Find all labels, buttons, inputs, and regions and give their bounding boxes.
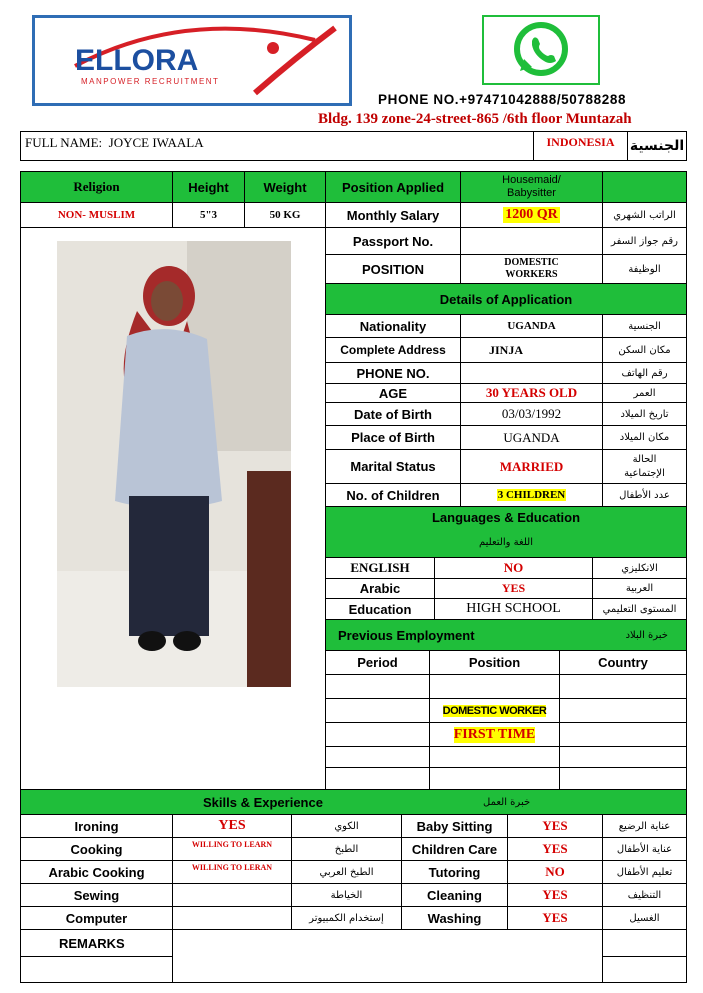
lang-ar-arabic: العربية (592, 578, 687, 599)
detail-label-age: AGE (325, 383, 461, 403)
employment-header-position: Position (429, 650, 560, 675)
skill-label-ironing: Ironing (20, 814, 173, 838)
skill-value-cleaning: YES (507, 883, 603, 907)
skills-section (20, 789, 687, 815)
employment-cell (559, 674, 687, 699)
nationality-ar: الجنسية (627, 131, 687, 161)
employment-cell (559, 746, 687, 768)
detail-ar-dob: تاريخ الميلاد (602, 402, 687, 426)
header-position-applied: Position Applied (325, 171, 461, 203)
skill-label-sewing: Sewing (20, 883, 173, 907)
employment-cell (325, 722, 430, 747)
skill-value-cooking: WILLING TO LEARN (172, 837, 292, 861)
full-name-label: FULL NAME: (25, 135, 103, 150)
detail-label-nationality: Nationality (325, 314, 461, 338)
skill-label-cleaning: Cleaning (401, 883, 508, 907)
company-logo (32, 15, 352, 106)
religion-value: NON- MUSLIM (20, 202, 173, 228)
position-applied-value: Housemaid/ Babysitter (460, 171, 603, 203)
employment-cell (429, 767, 560, 790)
company-address: Bldg. 139 zone-24-street-865 /6th floor Muntazah (318, 111, 632, 127)
skill-value-baby-sitting: YES (507, 814, 603, 838)
logo-text: ELLORA (75, 44, 199, 77)
employment-cell (559, 767, 687, 790)
passport-label: Passport No. (325, 227, 461, 255)
skill-label-cooking: Cooking (20, 837, 173, 861)
lang-value-education: HIGH SCHOOL (434, 598, 593, 620)
detail-ar-phone: رقم الهاتف (602, 362, 687, 384)
employment-cell (325, 767, 430, 790)
employment-cell (325, 746, 430, 768)
employment-cell (559, 698, 687, 723)
skills-title: Skills & Experience (203, 794, 323, 810)
children-cell (460, 483, 603, 507)
skill-value-arabic-cooking: WILLING TO LERAN (172, 860, 292, 884)
skill-label-washing: Washing (401, 906, 508, 930)
detail-value-nationality: UGANDA (460, 314, 603, 338)
employment-entry-2: FIRST TIME (453, 726, 536, 742)
logo-subtext: MANPOWER RECRUITMENT (81, 77, 220, 86)
position-ar: الوظيفة (602, 254, 687, 284)
skill-ar-cleaning: التنظيف (602, 883, 687, 907)
skill-label-computer: Computer (20, 906, 173, 930)
detail-label-marital: Marital Status (325, 449, 461, 484)
remarks-label: REMARKS (20, 929, 173, 957)
lang-label-english: ENGLISH (325, 557, 435, 579)
employment-entry-1: DOMESTIC WORKER (442, 704, 547, 717)
detail-label-phone: PHONE NO. (325, 362, 461, 384)
remarks-value (172, 929, 603, 983)
detail-ar-children: عدد الأطفال (602, 483, 687, 507)
employment-header-period: Period (325, 650, 430, 675)
lang-label-arabic: Arabic (325, 578, 435, 599)
skill-label-baby-sitting: Baby Sitting (401, 814, 508, 838)
detail-label-pob: Place of Birth (325, 425, 461, 450)
salary-cell (460, 202, 603, 228)
skill-value-ironing: YES (172, 814, 292, 838)
detail-label-children: No. of Children (325, 483, 461, 507)
passport-ar: رقم جواز السفر (602, 227, 687, 255)
skill-ar-cooking: الطبخ (291, 837, 402, 861)
detail-ar-pob: مكان الميلاد (602, 425, 687, 450)
position-value: DOMESTIC WORKERS (460, 254, 603, 284)
skill-ar-tutoring: تعليم الأطفال (602, 860, 687, 884)
full-name-value: JOYCE IWAALA (108, 135, 204, 150)
languages-section (325, 506, 687, 558)
skill-value-tutoring: NO (507, 860, 603, 884)
employment-title-ar: خبرة البلاد (625, 629, 668, 641)
skill-label-arabic-cooking: Arabic Cooking (20, 860, 173, 884)
skill-ar-baby-sitting: عناية الرضيع (602, 814, 687, 838)
detail-ar-age: العمر (602, 383, 687, 403)
detail-value-children: 3 CHILDREN (497, 489, 566, 501)
skill-ar-sewing: الخياطة (291, 883, 402, 907)
lang-value-arabic: YES (434, 578, 593, 599)
languages-title-ar: اللغة والتعليم (479, 537, 533, 548)
height-value: 5"3 (172, 202, 245, 228)
employment-position-cell (429, 698, 560, 723)
employment-header-country: Country (559, 650, 687, 675)
employment-position-cell (429, 722, 560, 747)
skill-ar-arabic-cooking: الطبخ العربي (291, 860, 402, 884)
detail-ar-marital: الحالة الإجتماعية (602, 449, 687, 484)
detail-value-phone (460, 362, 603, 384)
applicant-photo (57, 241, 291, 687)
employment-cell (325, 674, 430, 699)
country-value: INDONESIA (533, 131, 628, 161)
skill-ar-washing: الغسيل (602, 906, 687, 930)
languages-title: Languages & Education (431, 510, 581, 525)
detail-ar-nationality: الجنسية (602, 314, 687, 338)
employment-cell (429, 746, 560, 768)
remarks-cell (602, 929, 687, 957)
skill-value-sewing (172, 883, 292, 907)
monthly-salary-label: Monthly Salary (325, 202, 461, 228)
whatsapp-logo (482, 15, 600, 85)
weight-value: 50 KG (244, 202, 326, 228)
skill-label-tutoring: Tutoring (401, 860, 508, 884)
details-title: Details of Application (325, 283, 687, 315)
whatsapp-icon (484, 17, 598, 83)
skill-value-children-care: YES (507, 837, 603, 861)
skill-label-children-care: Children Care (401, 837, 508, 861)
lang-ar-education: المستوى التعليمي (592, 598, 687, 620)
detail-value-age: 30 YEARS OLD (460, 383, 603, 403)
employment-title: Previous Employment (338, 627, 475, 643)
detail-value-pob: UGANDA (460, 425, 603, 450)
header-religion: Religion (20, 171, 173, 203)
detail-label-address: Complete Address (325, 337, 461, 363)
employment-cell (559, 722, 687, 747)
detail-label-dob: Date of Birth (325, 402, 461, 426)
detail-value-dob: 03/03/1992 (460, 402, 603, 426)
remarks-cell (20, 956, 173, 983)
employment-section (325, 619, 687, 651)
lang-value-english: NO (434, 557, 593, 579)
logo-graphic (35, 18, 349, 103)
skill-value-washing: YES (507, 906, 603, 930)
remarks-cell (602, 956, 687, 983)
header-empty (602, 171, 687, 203)
lang-ar-english: الانكليزي (592, 557, 687, 579)
employment-cell (429, 674, 560, 699)
detail-value-marital: MARRIED (460, 449, 603, 484)
position-label: POSITION (325, 254, 461, 284)
monthly-salary-value: 1200 QR (505, 207, 558, 222)
passport-value (460, 227, 603, 255)
detail-ar-address: مكان السكن (602, 337, 687, 363)
skill-ar-children-care: عناية الأطفال (602, 837, 687, 861)
detail-value-address: JINJA (460, 337, 603, 363)
full-name-cell (20, 131, 534, 161)
skills-title-ar: خبرة العمل (483, 796, 531, 808)
skill-ar-computer: إستخدام الكمبيوتر (291, 906, 402, 930)
phone-number: PHONE NO.+97471042888/50788288 (378, 92, 627, 107)
skill-ar-ironing: الكوي (291, 814, 402, 838)
monthly-salary-ar: الراتب الشهري (602, 202, 687, 228)
header-height: Height (172, 171, 245, 203)
header-weight: Weight (244, 171, 326, 203)
skill-value-computer (172, 906, 292, 930)
lang-label-education: Education (325, 598, 435, 620)
employment-cell (325, 698, 430, 723)
